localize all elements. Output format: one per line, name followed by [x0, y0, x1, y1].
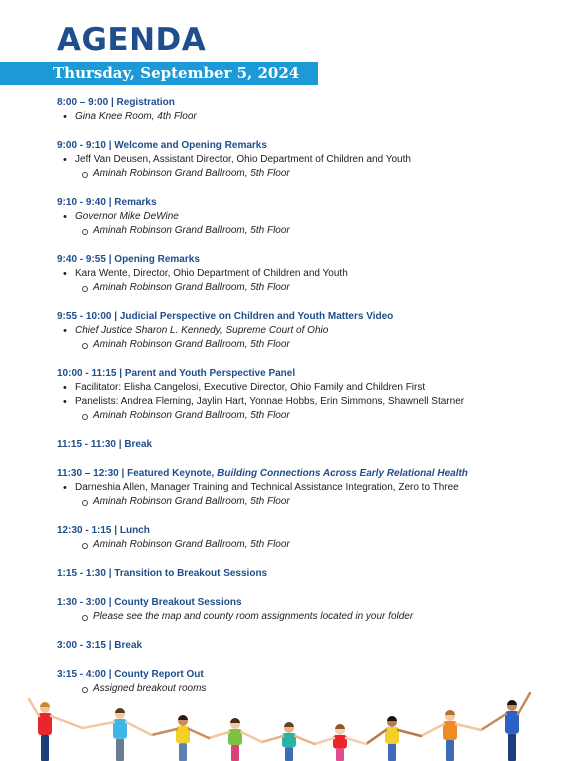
session-separator: |: [108, 254, 112, 265]
session-time: 3:00 - 3:15: [57, 640, 106, 651]
session-location: Aminah Robinson Grand Ballroom, 5th Floor: [57, 495, 557, 509]
session-location: Assigned breakout rooms: [57, 682, 557, 696]
session-location: Please see the map and county room assignments located in your folder: [57, 610, 557, 624]
subitem-wrapper: [57, 338, 557, 352]
session-heading: [57, 139, 557, 153]
subitem-wrapper: [57, 224, 557, 238]
session-title: Welcome and Opening Remarks: [114, 140, 267, 151]
session-heading: [57, 596, 557, 610]
session-heading: [57, 639, 557, 653]
session-separator: |: [108, 568, 112, 579]
agenda-session: [57, 253, 557, 295]
agenda-session: [57, 567, 557, 581]
child-shirt: [333, 735, 347, 749]
session-title: Parent and Youth Perspective Panel: [124, 368, 296, 379]
session-heading: [57, 524, 557, 538]
child-hair: [178, 715, 188, 720]
session-title: Opening Remarks: [114, 254, 200, 265]
session-item: [57, 324, 557, 338]
child-hair: [115, 708, 125, 713]
child-hair: [40, 702, 50, 707]
session-time: 9:40 - 9:55: [57, 254, 106, 265]
child-shirt: [228, 729, 242, 745]
child-arm: [315, 738, 335, 744]
children-holding-hands-illustration: [0, 680, 571, 761]
session-items: [57, 381, 557, 423]
item-subitems: [57, 281, 557, 295]
child-legs: [388, 744, 396, 761]
child-arm: [189, 729, 209, 738]
session-items: [57, 481, 557, 509]
session-items: [57, 210, 557, 238]
child-hair: [445, 710, 455, 715]
child-hair: [230, 718, 240, 723]
session-subitems: [57, 538, 557, 552]
session-subitems: [57, 610, 557, 624]
session-separator: |: [121, 468, 125, 479]
agenda-date: Thursday, September 5, 2024: [53, 64, 300, 82]
session-title: Featured Keynote,: [127, 468, 215, 479]
subitem-wrapper: [57, 281, 557, 295]
item-text: Panelists: Andrea Fleming, Jaylin Hart, Yonnae Hobbs, Erin Simmons, Shawnell Starner: [75, 396, 465, 407]
agenda-session: [57, 467, 557, 509]
child-arm: [241, 732, 262, 742]
session-item: [57, 153, 557, 167]
session-location: Aminah Robinson Grand Ballroom, 5th Floor: [57, 281, 557, 295]
date-banner: [0, 62, 318, 85]
session-location: Aminah Robinson Grand Ballroom, 5th Floor: [57, 538, 557, 552]
session-heading: [57, 96, 557, 110]
session-heading: [57, 438, 557, 452]
session-title: Break: [114, 640, 143, 651]
agenda-session: [57, 367, 557, 423]
child-arm: [346, 738, 366, 744]
session-location: Aminah Robinson Grand Ballroom, 5th Floor: [57, 167, 557, 181]
session-time: 12:30 - 1:15: [57, 525, 112, 536]
subitem-wrapper: [57, 167, 557, 181]
session-time: 11:15 - 11:30: [57, 439, 116, 450]
child-hair: [335, 724, 345, 729]
item-text: Darneshia Allen, Manager Training and Technical Assistance Integration, Zero to Three: [75, 482, 459, 493]
session-separator: |: [119, 368, 123, 379]
session-location: Aminah Robinson Grand Ballroom, 5th Floor: [57, 224, 557, 238]
session-time: 10:00 - 11:15: [57, 368, 117, 379]
child-arm: [83, 722, 115, 728]
item-text: Gina Knee Room, 4th Floor: [75, 111, 197, 122]
child-arm: [51, 716, 83, 728]
child-legs: [336, 749, 344, 761]
child-hair: [387, 716, 397, 721]
session-item: [57, 210, 557, 224]
session-item: [57, 395, 557, 409]
session-separator: |: [114, 311, 118, 322]
session-title: Judicial Perspective on Children and Youth Matters Video: [119, 311, 394, 322]
agenda-session: [57, 310, 557, 352]
session-items: [57, 324, 557, 352]
subitem-wrapper: [57, 495, 557, 509]
child-hair: [507, 700, 517, 705]
session-title: County Breakout Sessions: [114, 597, 242, 608]
item-subitems: [57, 409, 557, 423]
item-text: Chief Justice Sharon L. Kennedy, Supreme Court of Ohio: [75, 325, 329, 336]
session-item: [57, 267, 557, 281]
session-separator: |: [108, 597, 112, 608]
session-time: 1:30 - 3:00: [57, 597, 106, 608]
item-subitems: [57, 224, 557, 238]
page-title: AGENDA: [57, 22, 207, 58]
agenda-session: [57, 139, 557, 181]
child-arm: [126, 722, 152, 735]
session-title: Remarks: [114, 197, 157, 208]
session-separator: |: [110, 97, 114, 108]
session-time: 1:15 - 1:30: [57, 568, 106, 579]
session-location: Aminah Robinson Grand Ballroom, 5th Floor: [57, 338, 557, 352]
session-time: 9:55 - 10:00: [57, 311, 112, 322]
session-item: [57, 481, 557, 495]
session-separator: |: [108, 640, 112, 651]
item-text: Jeff Van Deusen, Assistant Director, Ohio Department of Children and Youth: [75, 154, 411, 165]
child-legs: [116, 739, 124, 761]
child-legs: [41, 735, 49, 761]
child-legs: [285, 747, 293, 761]
session-items: [57, 267, 557, 295]
agenda-list: [57, 96, 557, 711]
session-title: Transition to Breakout Sessions: [114, 568, 268, 579]
item-subitems: [57, 167, 557, 181]
session-item: [57, 110, 557, 124]
child-legs: [179, 743, 187, 761]
item-subitems: [57, 338, 557, 352]
session-time: 3:15 - 4:00: [57, 669, 106, 680]
session-location: Aminah Robinson Grand Ballroom, 5th Floor: [57, 409, 557, 423]
child-arm: [398, 730, 421, 736]
session-time: 8:00 – 9:00: [57, 97, 109, 108]
session-separator: |: [108, 140, 112, 151]
session-time: 9:10 - 9:40: [57, 197, 106, 208]
item-text: Kara Wente, Director, Ohio Department of Children and Youth: [75, 268, 348, 279]
child-arm-raised: [518, 693, 530, 714]
session-heading: [57, 253, 557, 267]
agenda-session: [57, 438, 557, 452]
session-separator: |: [108, 197, 112, 208]
child-arm: [366, 730, 386, 744]
agenda-session: [57, 639, 557, 653]
child-arm: [262, 736, 283, 742]
child-arm: [209, 732, 229, 738]
session-separator: |: [118, 439, 122, 450]
child-legs: [231, 745, 239, 761]
session-separator: |: [108, 669, 112, 680]
session-title: Registration: [116, 97, 175, 108]
child-arm: [421, 724, 444, 736]
subitem-wrapper: [57, 409, 557, 423]
session-separator: |: [114, 525, 118, 536]
child-legs: [508, 734, 516, 761]
session-items: [57, 153, 557, 181]
agenda-session: [57, 96, 557, 124]
agenda-session: [57, 524, 557, 552]
agenda-session: [57, 196, 557, 238]
session-heading: [57, 467, 557, 481]
child-arm: [456, 724, 481, 730]
session-subtitle: Building Connections Across Early Relational Health: [217, 468, 468, 479]
session-heading: [57, 367, 557, 381]
session-item: [57, 381, 557, 395]
session-heading: [57, 310, 557, 324]
child-arm: [481, 714, 506, 730]
child-arm-raised: [29, 699, 39, 716]
session-time: 11:30 – 12:30: [57, 468, 119, 479]
session-heading: [57, 567, 557, 581]
session-items: [57, 110, 557, 124]
session-title: County Report Out: [114, 669, 204, 680]
child-shirt: [282, 733, 296, 747]
session-heading: [57, 196, 557, 210]
session-time: 9:00 - 9:10: [57, 140, 106, 151]
item-subitems: [57, 495, 557, 509]
session-title: Lunch: [119, 525, 150, 536]
child-hair: [284, 722, 294, 727]
child-arm: [152, 729, 178, 735]
agenda-session: [57, 596, 557, 624]
item-text: Facilitator: Elisha Cangelosi, Executive Director, Ohio Family and Children First: [75, 382, 426, 393]
session-title: Break: [124, 439, 153, 450]
child-legs: [446, 740, 454, 761]
child-arm: [295, 736, 315, 744]
item-text: Governor Mike DeWine: [75, 211, 179, 222]
